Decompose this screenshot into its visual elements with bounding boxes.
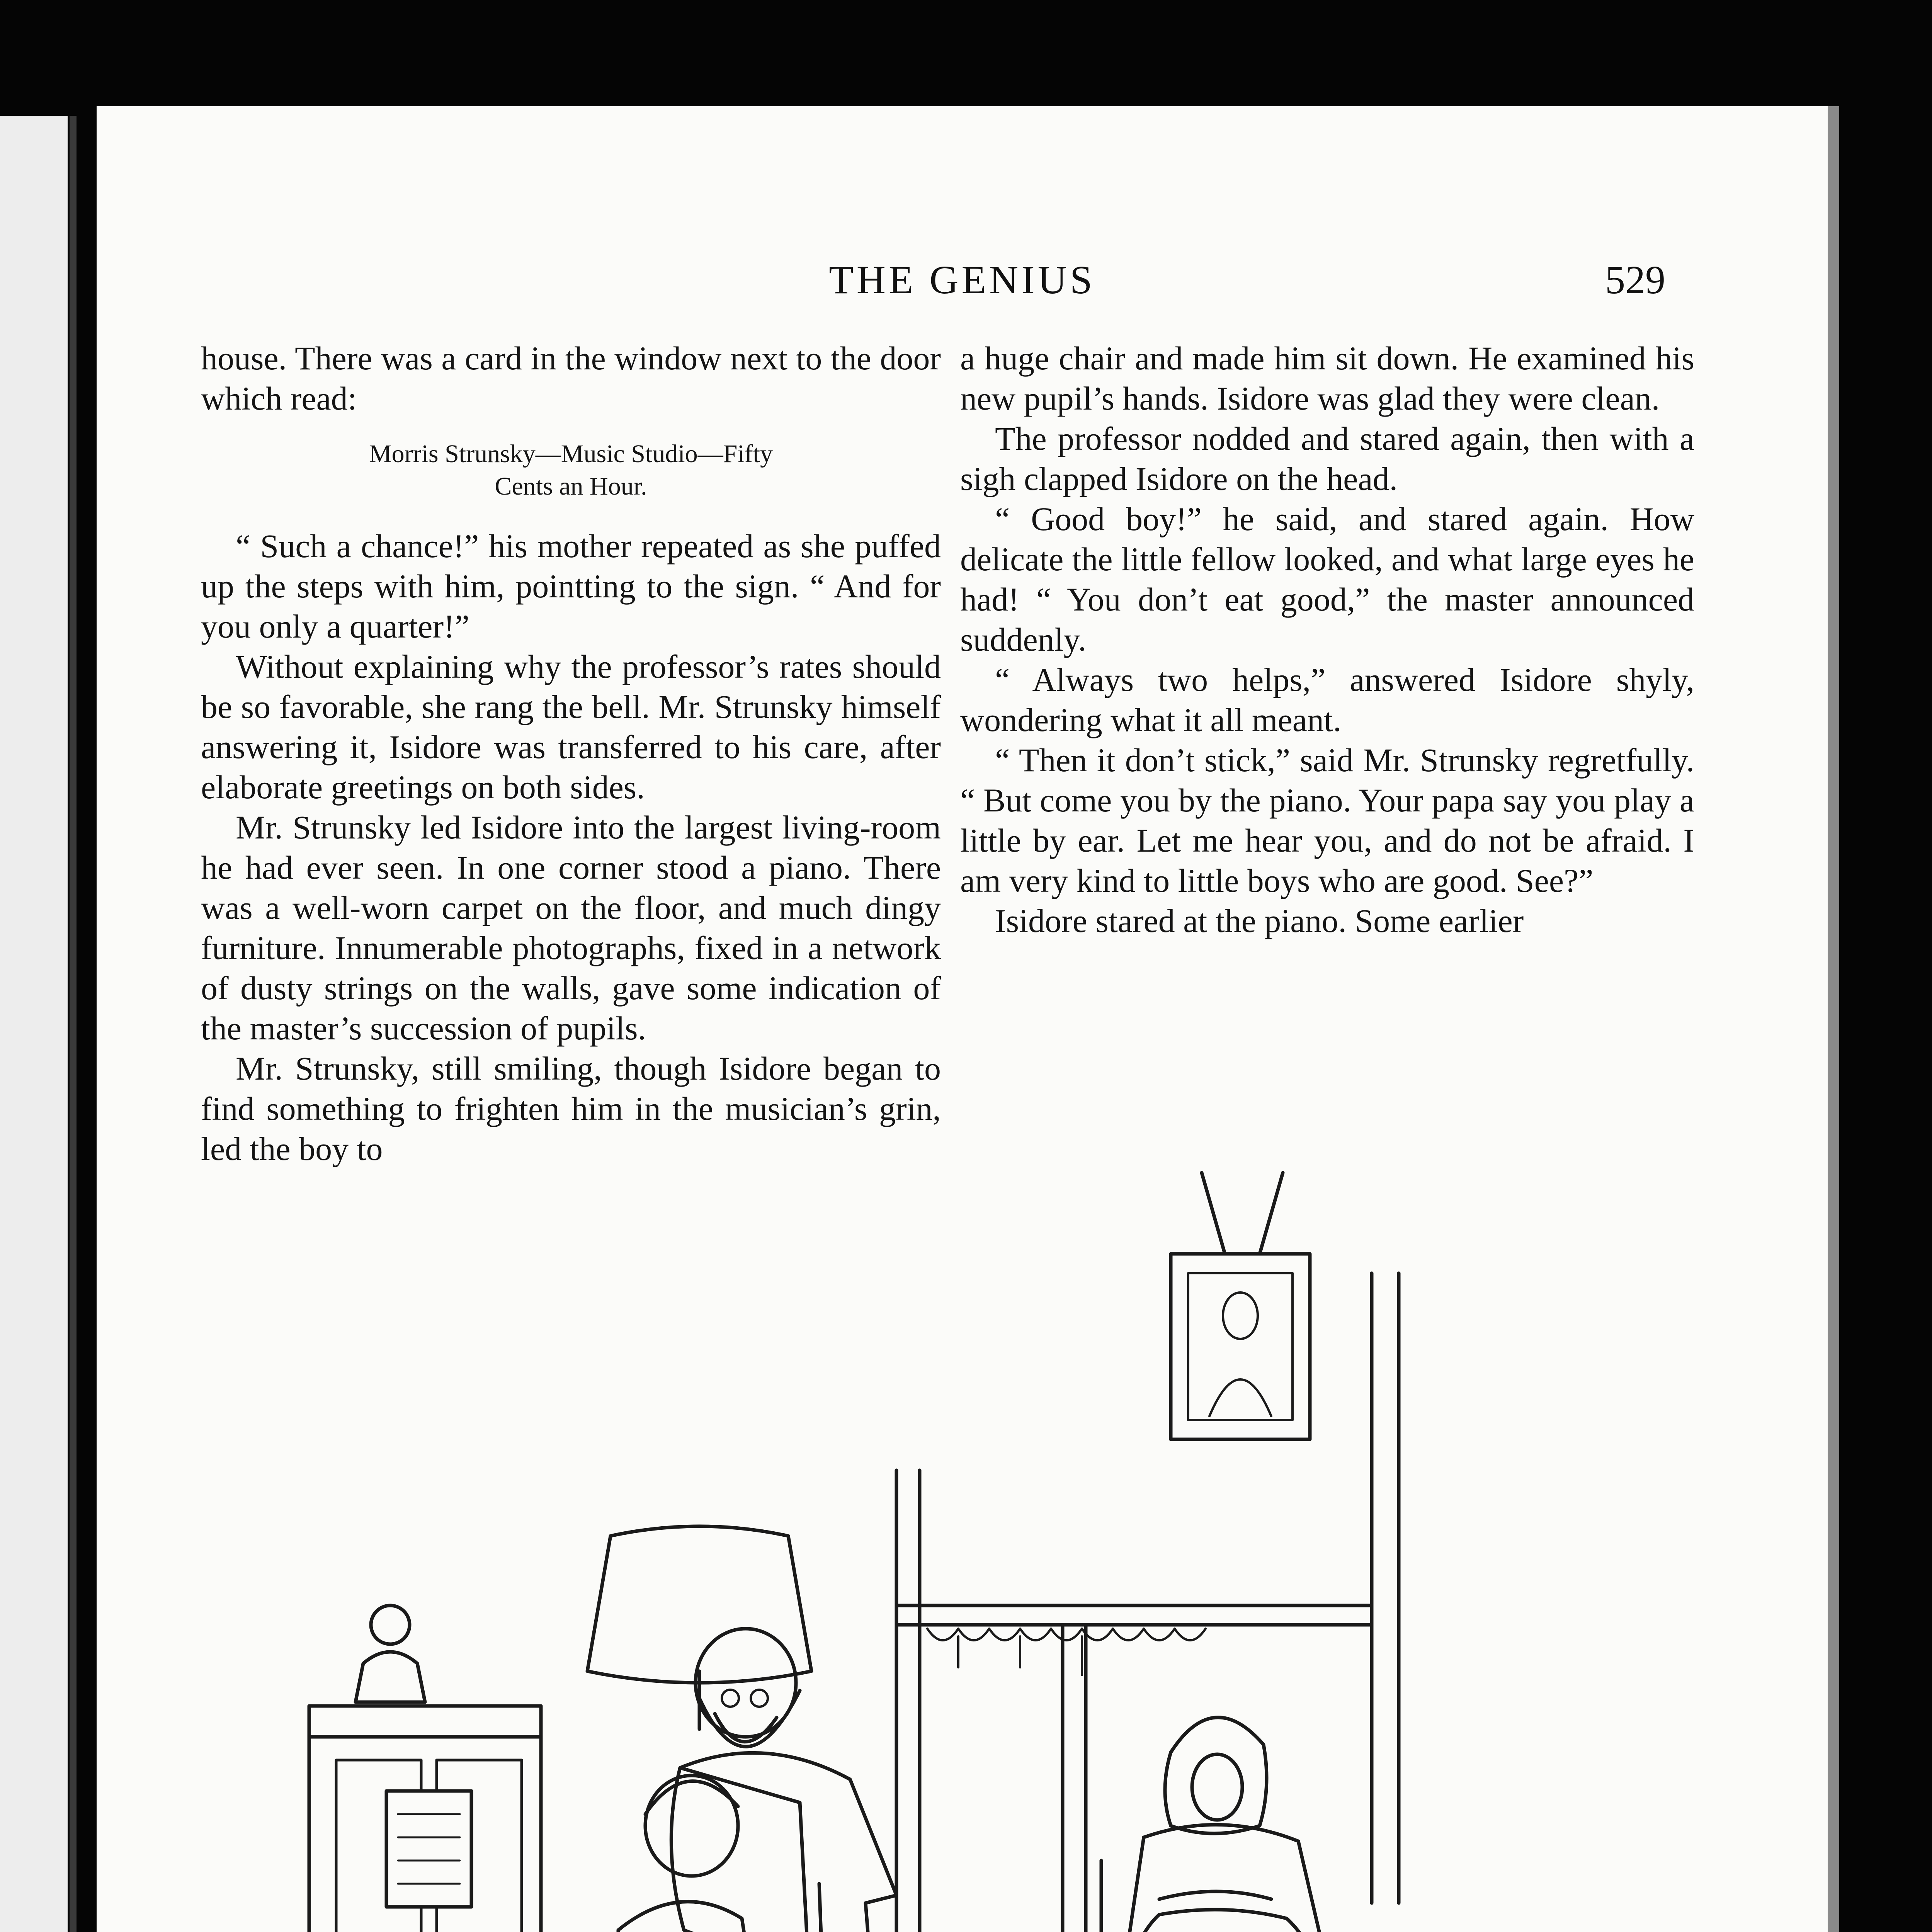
page-number: 529 xyxy=(1605,258,1665,302)
paragraph: “ Then it don’t stick,” said Mr. Strunsky regretfully. “ But come you by the piano. Your papa say you play a little by ear. Let me hear you, and do not be afraid. I am very kind to little boys who are good. See?” xyxy=(960,742,1694,899)
facing-page-edge xyxy=(0,116,68,1932)
window-frame xyxy=(896,1273,1399,1932)
paragraph: “ Such a chance!” his mother repeated as she puffed up the steps with him, pointting to the sign. “ And for you only a quarter!” xyxy=(201,527,941,645)
paragraph: Mr. Strunsky led Isidore into the largest living-room he had ever seen. In one corner stood a piano. There was a well-worn carpet on the floor, and much dingy furniture. Innumerable photographs, fixed in a network of dusty strings on the walls, gave some indication of the master’s succession of pupils. xyxy=(201,809,941,1047)
paragraph: The professor nodded and stared again, then with a sigh clapped Isidore on the head. xyxy=(960,420,1694,497)
gutter-shadow xyxy=(70,116,77,1932)
left-text-column xyxy=(201,338,941,1169)
sign-line: Morris Strunsky—Music Studio—Fifty xyxy=(369,440,773,468)
seated-woman xyxy=(1097,1718,1352,1932)
paragraph: Without explaining why the professor’s rates should be so favorable, she rang the bell. Mr. Strunsky himself answering it, Isidore was transferred to his care, after elaborate greetings on both sides. xyxy=(201,648,941,806)
right-text-column xyxy=(960,338,1694,941)
paragraph: “ Always two helps,” answered Isidore shyly, wondering what it all meant. xyxy=(960,661,1694,738)
paragraph: house. There was a card in the window next to the door which read: xyxy=(201,340,941,417)
page-edge-shadow xyxy=(1828,106,1839,1932)
paragraph: “ Good boy!” he said, and stared again. How delicate the little fellow looked, and what large eyes he had! “ You don’t eat good,” the master announced suddenly. xyxy=(960,500,1694,658)
paragraph: a huge chair and made him sit down. He examined his new pupil’s hands. Isidore was glad they were clean. xyxy=(960,340,1694,417)
curtain xyxy=(927,1629,1206,1675)
framed-portrait xyxy=(1171,1173,1310,1439)
magazine-page xyxy=(97,106,1828,1932)
sign-line: Cents an Hour. xyxy=(495,472,647,500)
illustration-piano-lesson xyxy=(270,1150,1623,1932)
running-head: THE GENIUS xyxy=(829,258,1095,302)
boy-at-piano xyxy=(529,1776,765,1932)
paragraph: Isidore stared at the piano. Some earlier xyxy=(995,902,1524,939)
studio-sign xyxy=(232,438,910,503)
paragraph: Mr. Strunsky, still smiling, though Isidore began to find something to frighten him in the musician’s grin, led the boy to xyxy=(201,1050,941,1167)
upright-piano xyxy=(309,1706,603,1932)
composer-bust xyxy=(355,1605,425,1702)
